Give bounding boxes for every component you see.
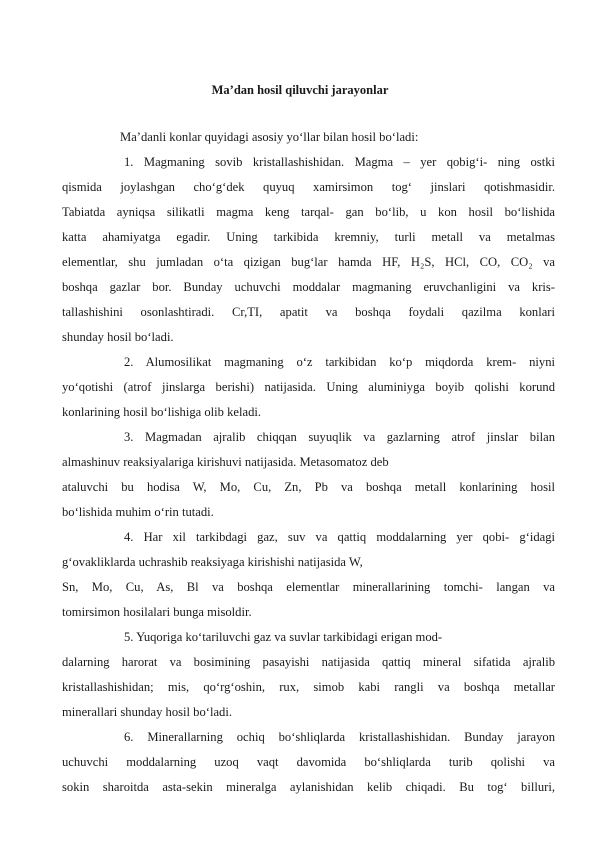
text-line: 2. Alumosilikat magmaning o‘z tarkibidan ko‘p miqdorda krem- niyni [124,355,555,369]
text-line: katta ahamiyatga egadir. Uning tarkibida kremniy, turli metall va metalmas [62,230,555,244]
text-line: 4. Har xil tarkibdagi gaz, suv va qattiq moddalarning yer qobi- g‘idagi [124,530,555,544]
text-line: elementlar, shu jumladan o‘ta qizigan bug‘lar hamda HF, H₂S, HCl, CO, CO₂ va [62,255,555,269]
text-line: shunday hosil bo‘ladi. [62,330,174,344]
text-line: sokin sharoitda asta-sekin mineralga aylanishidan kelib chiqadi. Bu tog‘ billuri, [62,780,555,794]
text-line: Sn, Mo, Cu, As, Bl va boshqa elementlar minerallarining tomchi- langan va [62,580,555,594]
text-line: dalarning harorat va bosimining pasayishi natijasida qattiq mineral sifatida ajralib [62,655,555,669]
text-line: qismida joylashgan cho‘g‘dek quyuq xamirsimon tog‘ jinslari qotishmasidir. [62,180,555,194]
text-line: konlarining hosil bo‘lishiga olib keladi. [62,405,262,419]
text-line: tallashishini osonlashtiradi. Cr,TI, apatit va boshqa foydali qazilma konlari [62,305,555,319]
text-line: tomirsimon hosilalari bunga misoldir. [62,605,252,619]
text-line: almashinuv reaksiyalariga kirishuvi natijasida. Metasomatoz deb [62,455,389,469]
text-line: 3. Magmadan ajralib chiqqan suyuqlik va gazlarning atrof jinslar bilan [124,430,555,444]
text-line: kristallashishidan; mis, qo‘rg‘oshin, rux, simob kabi rangli va boshqa metallar [62,680,555,694]
text-line: ataluvchi bu hodisa W, Mo, Cu, Zn, Pb va boshqa metall konlarining hosil [62,480,555,494]
text-line: g‘ovakliklarda uchrashib reaksiyaga kirishishi natijasida W, [62,555,363,569]
text-line: boshqa gazlar bor. Bunday uchuvchi moddalar magmaning eruvchanligini va kris- [62,280,555,294]
text-line: bo‘lishida muhim o‘rin tutadi. [62,505,214,519]
text-line: uchuvchi moddalarning uzoq vaqt davomida bo‘shliqlarda turib qolishi va [62,755,555,769]
text-line: 1. Magmaning sovib kristallashishidan. Magma – yer qobig‘i- ning ostki [124,155,555,169]
text-line: Tabiatda ayniqsa silikatli magma keng tarqal- gan bo‘lib, u kon hosil bo‘lishida [62,205,555,219]
intro-line: Ma’danli konlar quyidagi asosiy yo‘llar bilan hosil bo‘ladi: [120,130,419,144]
text-line: 5. Yuqoriga ko‘tariluvchi gaz va suvlar tarkibidagi erigan mod- [124,630,443,644]
text-line: yo‘qotishi (atrof jinslarga berishi) natijasida. Uning aluminiyga boyib qolishi korund [62,380,555,394]
text-line: 6. Minerallarning ochiq bo‘shliqlarda kristallashishidan. Bunday jarayon [124,730,555,744]
page-title: Ma’dan hosil qiluvchi jarayonlar [211,83,389,97]
text-line: minerallari shunday hosil bo‘ladi. [62,705,232,719]
